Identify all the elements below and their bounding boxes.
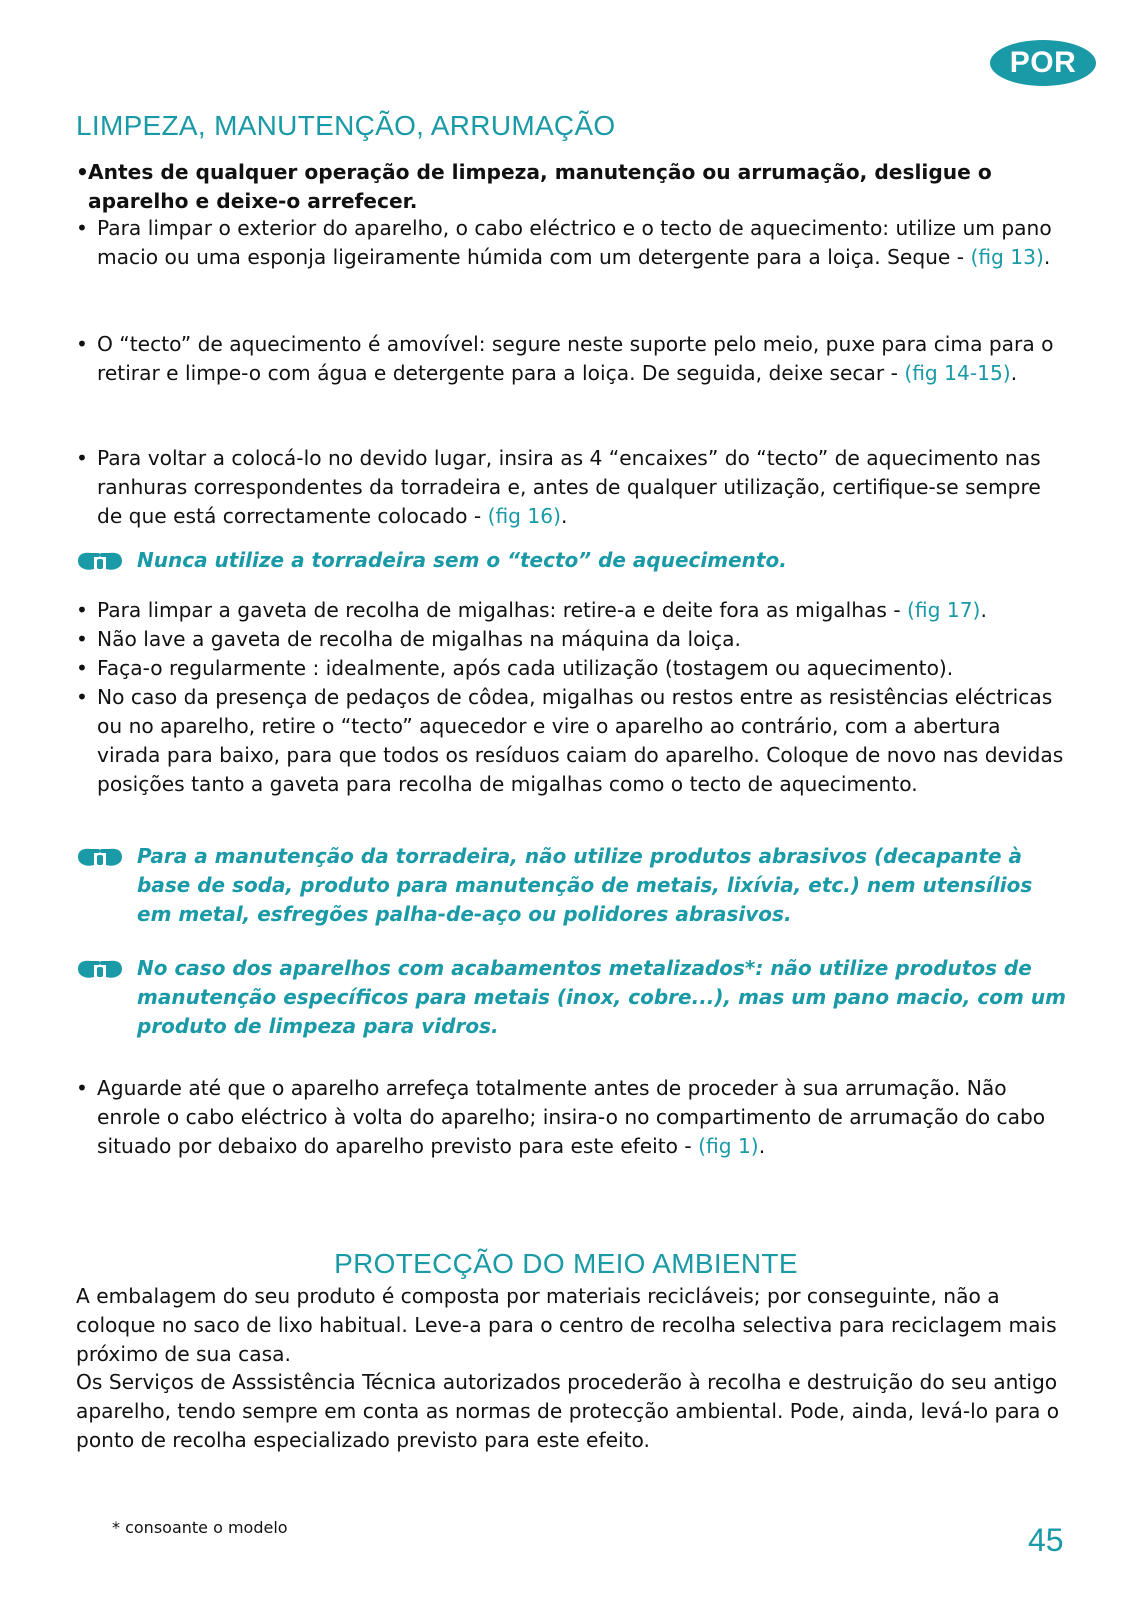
- warning-note-text: Nunca utilize a torradeira sem o “tecto” de aquecimento.: [137, 548, 787, 572]
- warning-note: [76, 842, 1066, 929]
- hands-pointing-icon: [76, 846, 124, 868]
- section-title-cleaning: LIMPEZA, MANUTENÇÃO, ARRUMAÇÃO: [76, 110, 616, 141]
- warning-note: [76, 546, 1066, 575]
- figure-ref: (fig 16): [487, 504, 561, 528]
- environment-paragraph-1: A embalagem do seu produto é composta por materiais recicláveis; por conseguinte, não a coloque no saco de lixo habitual. Leve-a para o centro de recolha selectiva para reciclagem mais próximo de sua casa.: [76, 1284, 1057, 1366]
- bullet: •: [76, 160, 89, 184]
- intro-warning: [76, 158, 1066, 216]
- warning-note: [76, 954, 1066, 1041]
- figure-ref: (fig 13): [970, 245, 1044, 269]
- item-text: Faça-o regularmente : idealmente, após cada utilização (tostagem ou aquecimento).: [97, 656, 954, 680]
- footnote: * consoante o modelo: [112, 1518, 288, 1537]
- figure-ref: (fig 1): [698, 1134, 759, 1158]
- warning-note-text: No caso dos aparelhos com acabamentos metalizados*: não utilize produtos de manutenção específicos para metais (inox, cobre...), mas um pano macio, com um produto de limpeza para vidros.: [137, 956, 1066, 1038]
- warning-note-text: Para a manutenção da torradeira, não utilize produtos abrasivos (decapante à base de soda, produto para manutenção de metais, lixívia, etc.) nem utensílios em metal, esfregões palha-de-aço ou polidores abrasivos.: [137, 844, 1033, 926]
- item-text: O “tecto” de aquecimento é amovível: segure neste suporte pelo meio, puxe para cima para o retirar e limpe-o com água e detergente para a loiça. De seguida, deixe secar -: [97, 332, 1054, 385]
- item-text: No caso da presença de pedaços de côdea, migalhas ou restos entre as resistências eléctricas ou no aparelho, retire o “tecto” aquecedor e vire o aparelho ao contrário, com a abertura virada para baixo, para que todos os resíduos caiam do aparelho. Coloque de novo nas devidas posições tanto a gaveta para recolha de migalhas como o tecto de aquecimento.: [97, 685, 1064, 796]
- bullet: •: [76, 598, 88, 622]
- item-text: Para limpar a gaveta de recolha de migalhas: retire-a e deite fora as migalhas -: [97, 598, 908, 622]
- crumb-tray-list: • Para limpar a gaveta de recolha de migalhas: retire-a e deite fora as migalhas - (fig 17). • Não lave a gaveta de recolha de migalhas na máquina da loiça. • Faça-o regularmente : idealmente, após cada utilização (tostagem ou aquecimento). • No caso da presença de pedaços de côdea, migalhas ou restos entre as resistências eléctricas ou no aparelho, retire o “tecto” aquecedor e vire o aparelho ao contrário, com a abertura virada para baixo, para que todos os resíduos caiam do aparelho. Coloque de novo nas devidas posições tanto a gaveta para recolha de migalhas como o tecto de aquecimento.: [76, 598, 1064, 796]
- bullet: •: [76, 627, 88, 651]
- intro-warning-text: Antes de qualquer operação de limpeza, manutenção ou arrumação, desligue o aparelho e deixe-o arrefecer.: [88, 160, 992, 213]
- bullet: •: [76, 216, 88, 240]
- section-title-environment: PROTECÇÃO DO MEIO AMBIENTE: [334, 1248, 798, 1279]
- bullet: •: [76, 332, 88, 356]
- item-text: Para limpar o exterior do aparelho, o cabo eléctrico e o tecto de aquecimento: utilize um pano macio ou uma esponja ligeiramente húmida com um detergente para a loiça. Seque -: [97, 216, 1052, 269]
- language-badge: POR: [990, 40, 1096, 86]
- list-item-exterior: • Para limpar o exterior do aparelho, o cabo eléctrico e o tecto de aquecimento: utilize um pano macio ou uma esponja ligeiramente húmida com um detergente para a loiça. Seque - (fig 13).: [76, 216, 1052, 269]
- list-item-storage: • Aguarde até que o aparelho arrefeça totalmente antes de proceder à sua arrumação. Não enrole o cabo eléctrico à volta do aparelho; insira-o no compartimento de arrumação do cabo situado por debaixo do aparelho previsto para este efeito - (fig 1).: [76, 1076, 1046, 1158]
- item-text: Não lave a gaveta de recolha de migalhas na máquina da loiça.: [97, 627, 741, 651]
- hands-pointing-icon: [76, 550, 124, 572]
- item-text: Aguarde até que o aparelho arrefeça totalmente antes de proceder à sua arrumação. Não enrole o cabo eléctrico à volta do aparelho; insira-o no compartimento de arrumação do cabo situado por debaixo do aparelho previsto para este efeito -: [97, 1076, 1046, 1158]
- bullet: •: [76, 685, 88, 709]
- bullet: •: [76, 656, 88, 680]
- bullet: •: [76, 1076, 88, 1100]
- bullet: •: [76, 446, 88, 470]
- item-text: Para voltar a colocá-lo no devido lugar, insira as 4 “encaixes” do “tecto” de aquecimento nas ranhuras correspondentes da torradeira e, antes de qualquer utilização, certifique-se sempre de que está correctamente colocado -: [97, 446, 1041, 528]
- page-number: 45: [1028, 1522, 1064, 1558]
- list-item-heating-roof: • O “tecto” de aquecimento é amovível: segure neste suporte pelo meio, puxe para cima para o retirar e limpe-o com água e detergente para a loiça. De seguida, deixe secar - (fig 14-15).: [76, 332, 1054, 385]
- figure-ref: (fig 17): [907, 598, 981, 622]
- environment-paragraph-2: Os Serviços de Asssistência Técnica autorizados procederão à recolha e destruição do seu antigo aparelho, tendo sempre em conta as normas de protecção ambiental. Pode, ainda, levá-lo para o ponto de recolha especializado previsto para este efeito.: [76, 1370, 1060, 1452]
- figure-ref: (fig 14-15): [904, 361, 1011, 385]
- list-item-reinstall: • Para voltar a colocá-lo no devido lugar, insira as 4 “encaixes” do “tecto” de aquecimento nas ranhuras correspondentes da torradeira e, antes de qualquer utilização, certifique-se sempre de que está correctamente colocado - (fig 16).: [76, 446, 1041, 528]
- hands-pointing-icon: [76, 958, 124, 980]
